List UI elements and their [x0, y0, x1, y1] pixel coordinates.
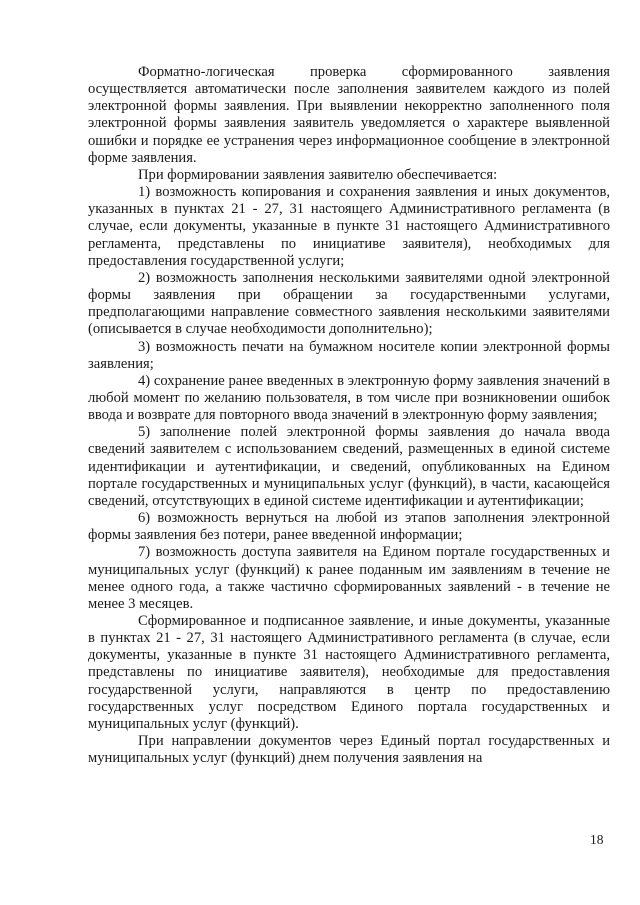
- list-item-2: 2) возможность заполнения несколькими заявителями одной электронной формы заявления при обращении за государственными услугами, предполагающими направление совместного заявления несколькими заявителями (описывается в случае необходимости дополнительно);: [88, 269, 610, 338]
- list-item-4: 4) сохранение ранее введенных в электронную форму заявления значений в любой момент по желанию пользователя, в том числе при возникновении ошибок ввода и возврате для повторного ввода значений в электронную форму заявления;: [88, 372, 610, 424]
- paragraph-provisions-intro: При формировании заявления заявителю обеспечивается:: [138, 166, 498, 183]
- page-number: 18: [590, 832, 604, 847]
- paragraph-submission: Сформированное и подписанное заявление, и иные документы, указанные в пунктах 21 - 27, 31 настоящего Административного регламента (в случае, если документы, указанные в пункте 31 настоящего Административного регламента, представлены по инициативе заявителя), необходимые для предоставления государственной услуги, направляются в центр по предоставлению государственных услуг посредством Единого портала государственных и муниципальных услуг (функций).: [88, 613, 610, 732]
- paragraph-portal-receipt: При направлении документов через Единый портал государственных и муниципальных услуг (функций) днем получения заявления на: [88, 733, 610, 767]
- list-item-5: 5) заполнение полей электронной формы заявления до начала ввода сведений заявителем с использованием сведений, размещенных в единой системе идентификации и аутентификации, и сведений, опубликованных на Едином портале государственных и муниципальных услуг (функций), в части, касающейся сведений, отсутствующих в единой системе идентификации и аутентификации;: [88, 424, 610, 509]
- list-item-7: 7) возможность доступа заявителя на Едином портале государственных и муниципальных услуг (функций) к ранее поданным им заявлениям в течение не менее одного года, а также частично сформированных заявлений - в течение не менее 3 месяцев.: [88, 544, 610, 612]
- body-text: [88, 64, 610, 767]
- list-item-1: 1) возможность копирования и сохранения заявления и иных документов, указанных в пунктах 21 - 27, 31 настоящего Административного регламента (в случае, если документы, указанные в пункте 31 настоящего Административного регламента, представлены по инициативе заявителя), необходимых для предоставления государственной услуги;: [88, 184, 610, 269]
- list-item-3: 3) возможность печати на бумажном носителе копии электронной формы заявления;: [88, 338, 610, 372]
- list-item-6: 6) возможность вернуться на любой из этапов заполнения электронной формы заявления без потери, ранее введенной информации;: [88, 510, 610, 544]
- paragraph-format-check: Форматно-логическая проверка сформированного заявления осуществляется автоматически после заполнения заявителем каждого из полей электронной формы заявления. При выявлении некорректно заполненного поля электронной формы заявления заявитель уведомляется о характере выявленной ошибки и порядке ее устранения через информационное сообщение в электронной форме заявления.: [88, 64, 610, 166]
